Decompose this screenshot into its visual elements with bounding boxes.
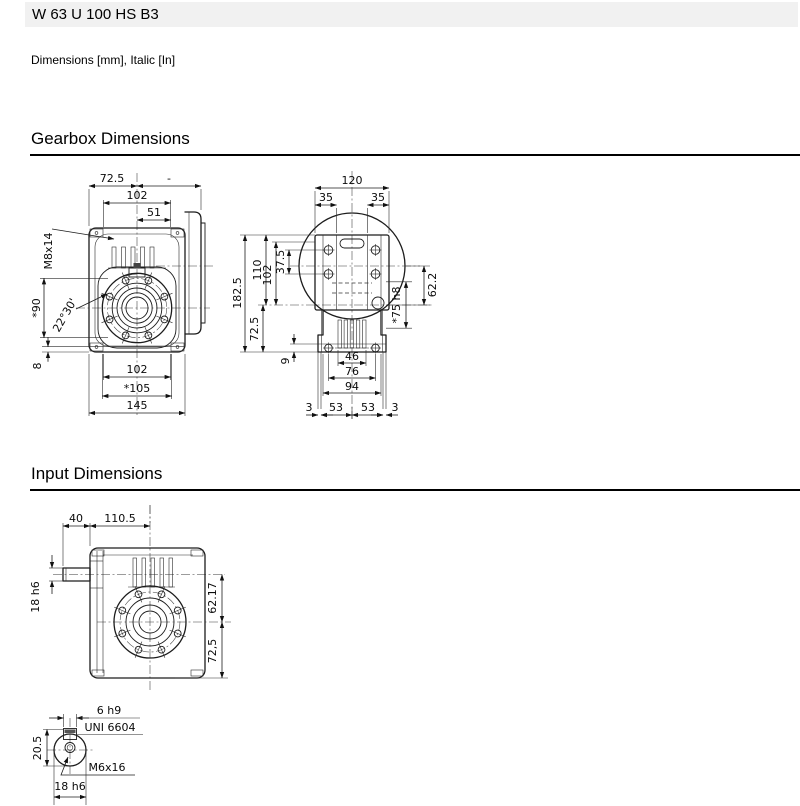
dim-35-left: 35 <box>319 191 333 204</box>
dim-9: 9 <box>279 357 292 365</box>
dim-uni-6604: UNI 6604 <box>84 721 136 734</box>
dim-102-side: 102 <box>261 264 274 286</box>
front-view-dimensions <box>30 172 201 416</box>
dim-110: 110 <box>251 259 264 281</box>
dim-6h9: 6 h9 <box>96 704 122 717</box>
input-view-dimensions <box>29 505 228 678</box>
gearbox-front-view-drawing <box>28 163 218 420</box>
front-view-body <box>76 173 214 415</box>
input-view-drawing <box>25 495 240 700</box>
dim-72-5-input: 72,5 <box>206 638 219 664</box>
dim-105: *105 <box>123 382 151 395</box>
dim-62-2: 62.2 <box>426 272 439 298</box>
dim-62-17: 62.17 <box>206 582 219 614</box>
dim-35-right: 35 <box>371 191 385 204</box>
dim-20-5: 20.5 <box>31 735 44 761</box>
section-rule-gearbox <box>30 154 800 156</box>
units-note: Dimensions [mm], Italic [In] <box>31 53 176 67</box>
dim-dash: - <box>167 172 171 185</box>
shaft-detail-drawing <box>25 700 175 806</box>
dim-18h6-detail: 18 h6 <box>54 780 86 793</box>
dim-46: 46 <box>345 350 359 363</box>
side-view-dimensions <box>231 174 439 419</box>
dim-72-5: 72.5 <box>99 172 125 185</box>
dim-94: 94 <box>345 380 359 393</box>
dim-53-right: 53 <box>361 401 375 414</box>
dim-8: 8 <box>31 362 44 370</box>
dim-90: *90 <box>30 298 43 318</box>
gearbox-side-view-drawing <box>228 163 463 425</box>
dim-51: 51 <box>147 206 161 219</box>
dim-22-30: 22°30' <box>50 296 80 335</box>
dim-75-h8: *75 h8 <box>390 286 403 324</box>
dim-182-5: 182.5 <box>231 277 244 309</box>
dim-120: 120 <box>341 174 363 187</box>
dim-72-5-side: 72.5 <box>248 316 261 342</box>
dim-110-5: 110.5 <box>104 512 136 525</box>
dim-102-top: 102 <box>126 189 148 202</box>
section-rule-input <box>30 489 800 491</box>
section-heading-input: Input Dimensions <box>31 464 163 483</box>
section-heading-gearbox: Gearbox Dimensions <box>31 129 190 148</box>
dim-76: 76 <box>345 365 359 378</box>
dim-40: 40 <box>69 512 83 525</box>
dim-3-right: 3 <box>391 401 399 414</box>
dim-102-bottom: 102 <box>126 363 148 376</box>
dim-53-left: 53 <box>329 401 343 414</box>
page-title: W 63 U 100 HS B3 <box>25 2 798 27</box>
dim-m8x14: M8x14 <box>42 232 55 270</box>
dim-3-left: 3 <box>305 401 313 414</box>
dim-18h6-input: 18 h6 <box>29 581 42 613</box>
dim-145: 145 <box>126 399 148 412</box>
input-cooling-fins <box>128 558 175 587</box>
input-view-body <box>53 505 231 691</box>
dim-m6x16: M6x16 <box>88 761 126 774</box>
dim-37-5: 37.5 <box>274 249 287 275</box>
shaft-detail-dimensions <box>31 704 143 805</box>
